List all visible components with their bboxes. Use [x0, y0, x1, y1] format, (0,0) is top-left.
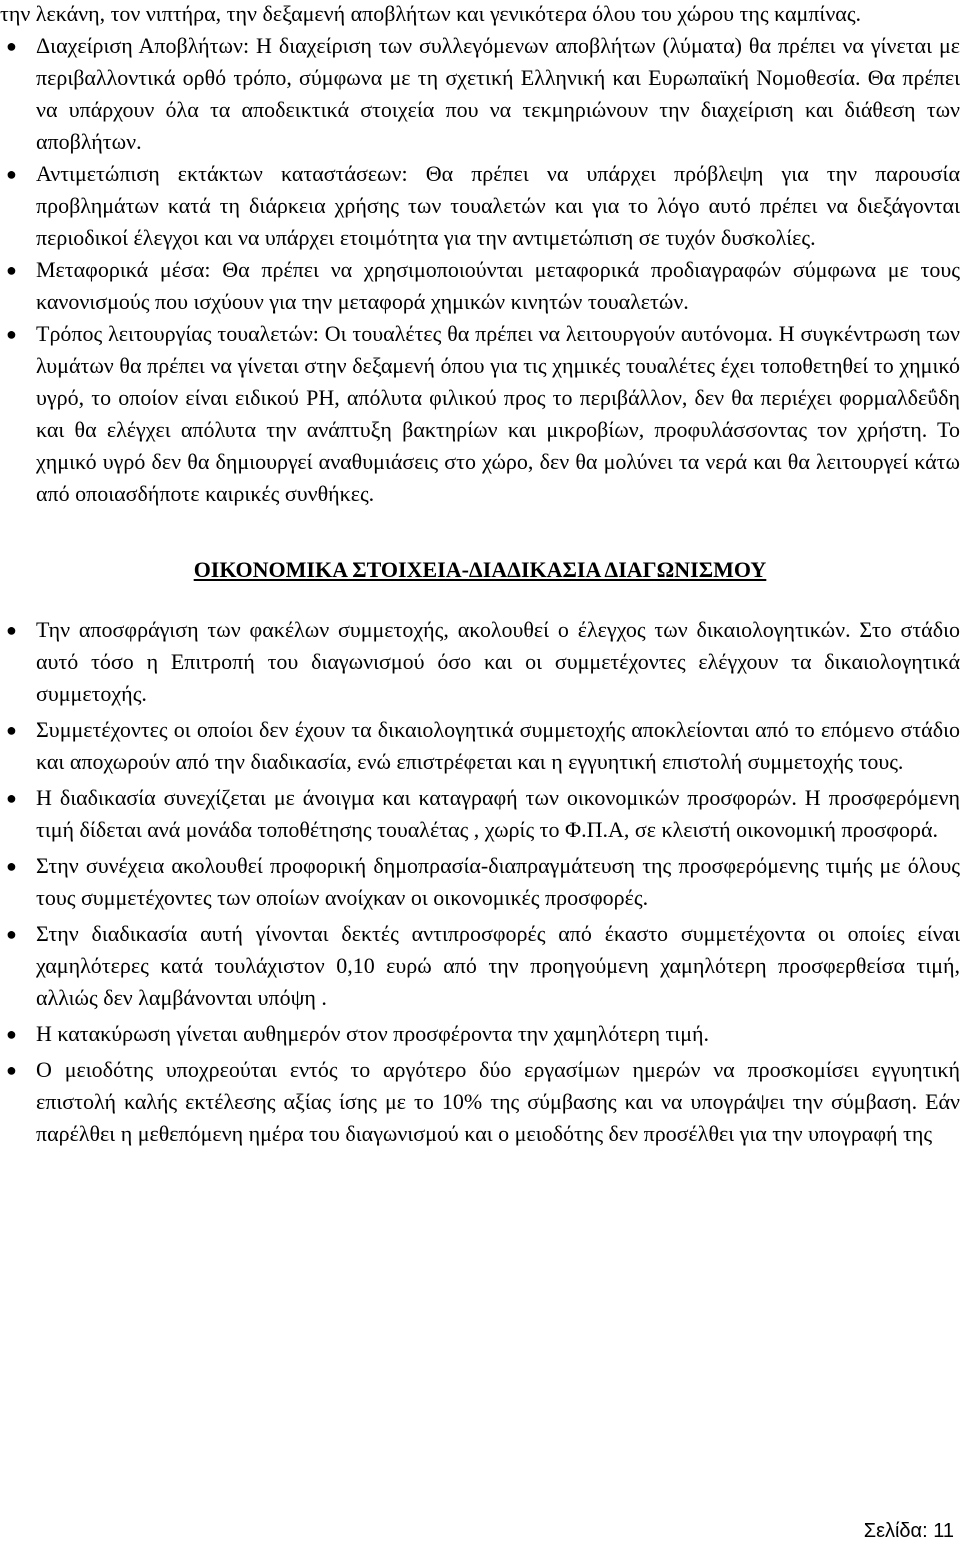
list-item: ● Τρόπος λειτουργίας τουαλετών: Οι τουαλέτες θα πρέπει να λειτουργούν αυτόνομα. Η συγκέντρωση των λυμάτων θα πρέπει να γίνεται στην δεξαμενή όπου για τις χημικές τουαλέτες έχει τοποθετηθεί το χημικό υγρό, το οποίον είναι ειδικού PH, απόλυτα φιλικού προς το περιβάλλον, δεν θα περιέχει φορμαλδεΰδη και θα ελέγχει απόλυτα την ανάπτυξη βακτηρίων και μικροβίων, προφυλάσσοντας τον χρήστη. Το χημικό υγρό δεν θα δημιουργεί αναθυμιάσεις στο χώρο, δεν θα μολύνει τα νερά και θα λειτουργεί κάτω από οποιασδήποτε καιρικές συνθήκες.	[0, 318, 960, 510]
list-item: ● Στην διαδικασία αυτή γίνονται δεκτές αντιπροσφορές από έκαστο συμμετέχοντα οι οποίες είναι χαμηλότερες κατά τουλάχιστον 0,10 ευρώ από την προηγούμενη χαμηλότερη προσφερθείσα τιμή, αλλιώς δεν λαμβάνονται υπόψη .	[0, 918, 960, 1014]
bullet-icon: ●	[6, 260, 17, 280]
page-number: Σελίδα: 11	[863, 1520, 954, 1542]
section-heading: ΟΙΚΟΝΟΜΙΚΑ ΣΤΟΙΧΕΙΑ-ΔΙΑΔΙΚΑΣΙΑ ΔΙΑΓΩΝΙΣΜΟΥ	[193, 557, 767, 582]
bullet-icon: ●	[6, 1060, 17, 1080]
intro-paragraph: την λεκάνη, τον νιπτήρα, την δεξαμενή αποβλήτων και γενικότερα όλου του χώρου της καμπίνας.	[0, 1, 862, 26]
bullet-icon: ●	[6, 324, 17, 344]
requirements-list	[0, 30, 960, 510]
list-item: ● Την αποσφράγιση των φακέλων συμμετοχής, ακολουθεί ο έλεγχος των δικαιολογητικών. Στο στάδιο αυτό τόσο η Επιτροπή του διαγωνισμού όσο και οι συμμετέχοντες ελέγχουν τα δικαιολογητικά συμμετοχής.	[0, 614, 960, 710]
bullet-icon: ●	[6, 620, 17, 640]
list-item: ● Συμμετέχοντες οι οποίοι δεν έχουν τα δικαιολογητικά συμμετοχής αποκλείονται από το επόμενο στάδιο και αποχωρούν από την διαδικασία, ενώ επιστρέφεται και η εγγυητική επιστολή συμμετοχής τους.	[0, 714, 960, 778]
list-item: ● Διαχείριση Αποβλήτων: Η διαχείριση των συλλεγόμενων αποβλήτων (λύματα) θα πρέπει να γίνεται με περιβαλλοντικά ορθό τρόπο, σύμφωνα με τη σχετική Ελληνική και Ευρωπαϊκή Νομοθεσία. Θα πρέπει να υπάρχουν όλα τα αποδεικτικά στοιχεία που να τεκμηριώνουν την διαχείριση και διάθεση των αποβλήτων.	[0, 30, 960, 158]
bullet-icon: ●	[6, 720, 17, 740]
list-item: ● Η διαδικασία συνεχίζεται με άνοιγμα και καταγραφή των οικονομικών προσφορών. Η προσφερόμενη τιμή δίδεται ανά μονάδα τοποθέτησης τουαλέτας , χωρίς το Φ.Π.Α, σε κλειστή οικονομική προσφορά.	[0, 782, 960, 846]
list-item: ● Μεταφορικά μέσα: Θα πρέπει να χρησιμοποιούνται μεταφορικά προδιαγραφών σύμφωνα με τους κανονισμούς που ισχύουν για την μεταφορά χημικών κινητών τουαλετών.	[0, 254, 960, 318]
bullet-icon: ●	[6, 856, 17, 876]
bullet-icon: ●	[6, 36, 17, 56]
list-item: ● Η κατακύρωση γίνεται αυθημερόν στον προσφέροντα την χαμηλότερη τιμή.	[0, 1018, 960, 1050]
bullet-icon: ●	[6, 164, 17, 184]
bullet-icon: ●	[6, 788, 17, 808]
procedure-list	[0, 614, 960, 1150]
list-item: ● Ο μειοδότης υποχρεούται εντός το αργότερο δύο εργασίμων ημερών να προσκομίσει εγγυητική επιστολή καλής εκτέλεσης αξίας ίσης με το 10% της σύμβασης και να υπογράψει την σύμβαση. Εάν παρέλθει η μεθεπόμενη ημέρα του διαγωνισμού και ο μειοδότης δεν προσέλθει για την υπογραφή της	[0, 1054, 960, 1150]
list-item: ● Στην συνέχεια ακολουθεί προφορική δημοπρασία-διαπραγμάτευση της προσφερόμενης τιμής με όλους τους συμμετέχοντες των οποίων ανοίχκαν οι οικονομικές προσφορές.	[0, 850, 960, 914]
bullet-icon: ●	[6, 1024, 17, 1044]
list-item: ● Αντιμετώπιση εκτάκτων καταστάσεων: Θα πρέπει να υπάρχει πρόβλεψη για την παρουσία προβλημάτων κατά τη διάρκεια χρήσης των τουαλετών και για το λόγο αυτό πρέπει να διεξάγονται περιοδικοί έλεγχοι και να υπάρχει ετοιμότητα για την αντιμετώπιση σε τυχόν δυσκολίες.	[0, 158, 960, 254]
bullet-icon: ●	[6, 924, 17, 944]
